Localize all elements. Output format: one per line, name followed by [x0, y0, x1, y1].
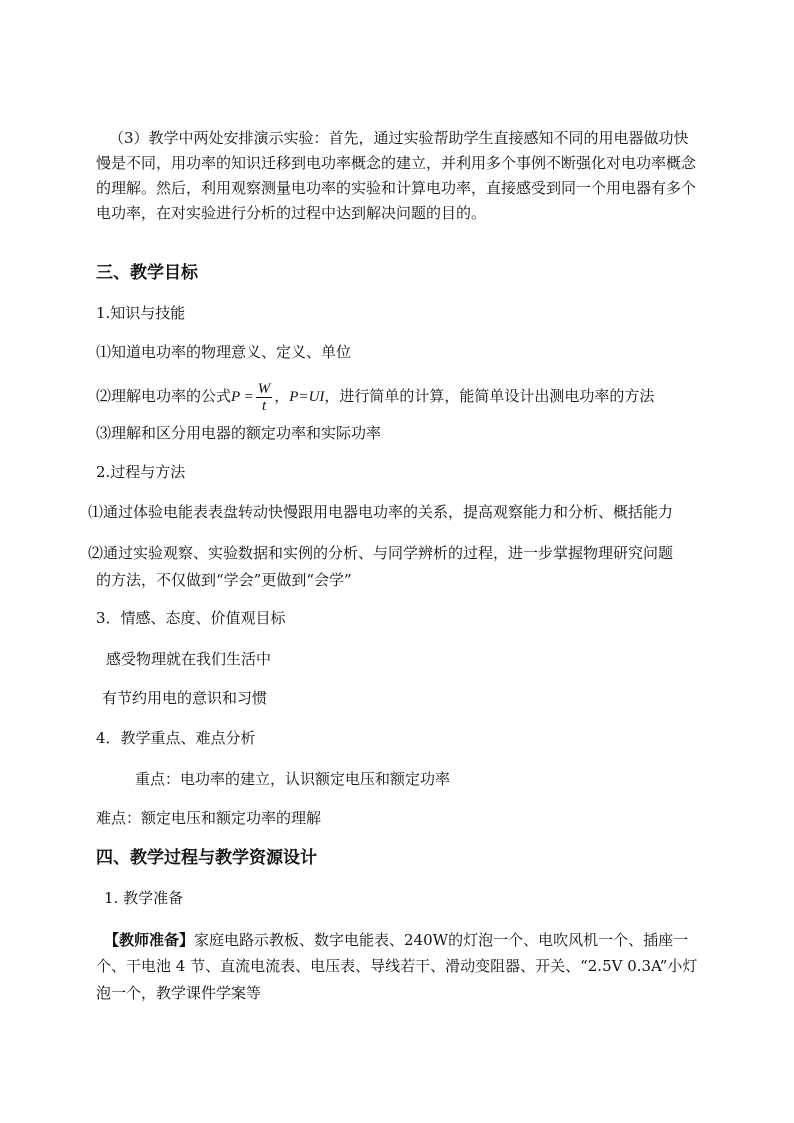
knowledge-item-2-prefix: ⑵理解电功率的公式 [96, 387, 232, 405]
knowledge-heading: 1.知识与技能 [96, 304, 186, 322]
knowledge-item-2 [96, 379, 654, 414]
formula-lhs: P = [231, 388, 254, 405]
keypoints-difficulty: 难点：额定电压和额定功率的理解 [96, 809, 322, 827]
formula-denominator: t [261, 398, 267, 415]
emotion-item-1: 感受物理就在我们生活中 [106, 650, 272, 668]
teacher-prep-text: 家庭电路示教板、数字电能表、240W的灯泡一个、电吹风机一个、插座一 [194, 931, 689, 949]
section-title-objectives: 三、教学目标 [96, 263, 198, 283]
teacher-prep-label: 【教师准备】 [104, 931, 195, 949]
teacher-prep-line-2: 个、干电池 4 节、直流电流表、电压表、导线若干、滑动变阻器、开关、“2.5V 0.3A”小灯 [96, 957, 698, 975]
power-formula [231, 380, 274, 414]
intro-line-2: 慢是不同，用功率的知识迁移到电功率概念的建立，并利用多个事例不断强化对电功率概念 [96, 154, 697, 172]
intro-line-1: （3）教学中两处安排演示实验：首先，通过实验帮助学生直接感知不同的用电器做功快 [109, 129, 689, 147]
section-title-process: 四、教学过程与教学资源设计 [96, 848, 317, 868]
emotion-item-2: 有节约用电的意识和习惯 [102, 689, 268, 707]
teacher-prep-line-3: 泡一个，教学课件学案等 [96, 984, 262, 1002]
knowledge-item-1: ⑴知道电功率的物理意义、定义、单位 [96, 343, 352, 361]
keypoints-heading: 4．教学重点、难点分析 [96, 729, 256, 747]
formula-numerator: W [257, 381, 271, 398]
teacher-prep-line-1 [104, 930, 688, 950]
prep-heading: 1. 教学准备 [104, 889, 184, 907]
intro-line-3: 的理解。然后，利用观察测量电功率的实验和计算电功率，直接感受到同一个用电器有多个 [96, 179, 697, 197]
emotion-heading: 3．情感、态度、价值观目标 [96, 609, 286, 627]
process-heading: 2.过程与方法 [96, 463, 186, 481]
formula-fraction [256, 381, 273, 414]
knowledge-item-3: ⑶理解和区分用电器的额定功率和实际功率 [96, 424, 382, 442]
process-item-2-line-2: 的方法，不仅做到“学会”更做到“会学” [96, 571, 352, 589]
keypoints-focus: 重点：电功率的建立，认识额定电压和额定功率 [135, 770, 451, 788]
intro-line-4: 电功率，在对实验进行分析的过程中达到解决问题的目的。 [96, 204, 487, 222]
knowledge-item-2-suffix: ，进行简单的计算，能简单设计出测电功率的方法 [324, 387, 655, 405]
knowledge-item-2-sep: ， [274, 387, 290, 405]
process-item-1: ⑴通过体验电能表表盘转动快慢跟用电器电功率的关系，提高观察能力和分析、概括能力 [88, 503, 674, 521]
process-item-2-line-1: ⑵通过实验观察、实验数据和实例的分析、与同学辨析的过程，进一步掌握物理研究问题 [88, 544, 674, 562]
power-formula-2: P=UI [289, 389, 325, 405]
